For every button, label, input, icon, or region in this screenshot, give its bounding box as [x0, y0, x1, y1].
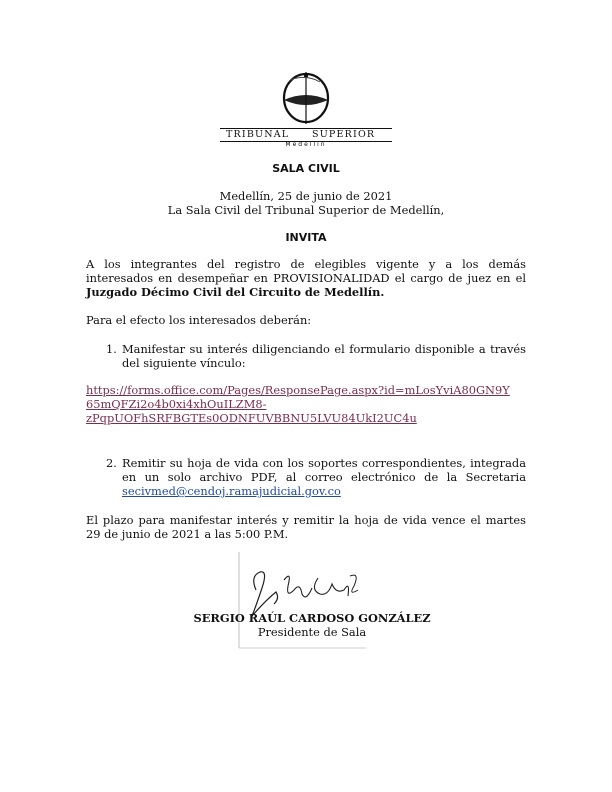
list-item-2-body: Remitir su hoja de vida con los soportes correspondientes, integrada en un solo archivo PDF, al correo electrónico de la Secretaria: [122, 456, 526, 484]
logo-subtitle: Medellín: [285, 141, 327, 148]
logo-title-left: TRIBUNAL: [226, 129, 290, 140]
list-item-2-text: [122, 456, 526, 498]
court-name: Juzgado Décimo Civil del Circuito de Medellín.: [86, 285, 385, 299]
form-link-block: [86, 383, 536, 425]
paragraph-invitation: [86, 257, 526, 299]
court-logo: [220, 70, 392, 150]
court-emblem-icon: [220, 70, 392, 128]
sender-line: La Sala Civil del Tribunal Superior de Medellín,: [167, 203, 445, 217]
logo-banner: [220, 128, 392, 142]
signatory-name: SERGIO RAÚL CARDOSO GONZÁLEZ: [193, 611, 431, 625]
list-item-1-text: Manifestar su interés diligenciando el formulario disponible a través del siguiente vínculo:: [122, 342, 526, 370]
signatory-role: Presidente de Sala: [257, 625, 367, 639]
paragraph-instructions: Para el efecto los interesados deberán:: [86, 313, 312, 327]
sala-title: SALA CIVIL: [272, 162, 340, 175]
secretaria-email-link[interactable]: secivmed@cendoj.ramajudicial.gov.co: [122, 484, 341, 498]
paragraph-invitation-text: A los integrantes del registro de elegibles vigente y a los demás interesados en desempeñar en PROVISIONALIDAD el cargo de juez en el: [86, 257, 526, 285]
invita-heading: INVITA: [285, 231, 327, 244]
form-link-line-3[interactable]: zPqpUOFhSRFBGTEs0ODNFUVBBNU5LVU84UkI2UC4u: [86, 411, 417, 425]
list-item-number-2: 2.: [106, 456, 117, 470]
form-link-line-2[interactable]: 65mQFZi2o4b0xi4xhOuILZM8-: [86, 397, 267, 411]
form-link-line-1[interactable]: https://forms.office.com/Pages/ResponsePage.aspx?id=mLosYviA80GN9Y: [86, 383, 510, 397]
date-line: Medellín, 25 de junio de 2021: [219, 189, 393, 203]
logo-title-right: SUPERIOR: [312, 129, 376, 140]
paragraph-deadline: El plazo para manifestar interés y remitir la hoja de vida vence el martes 29 de junio de 2021 a las 5:00 P.M.: [86, 513, 526, 541]
list-item-number-1: 1.: [106, 342, 117, 356]
